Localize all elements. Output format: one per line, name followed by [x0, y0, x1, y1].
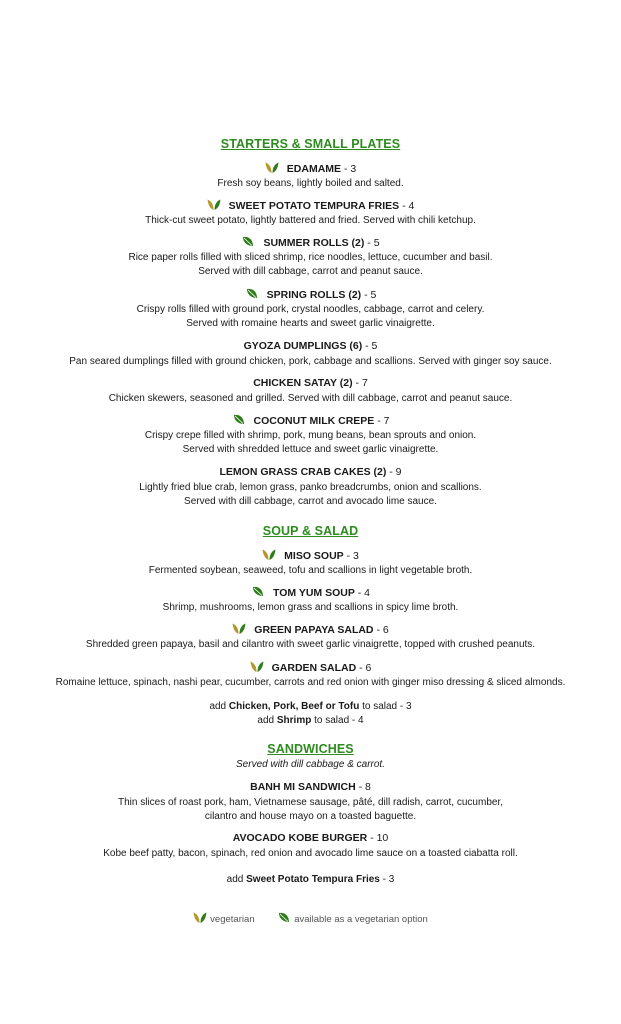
dish-description: Fresh soy beans, lightly boiled and salted. [217, 178, 404, 189]
dish-name: SUMMER ROLLS (2) [263, 237, 365, 249]
menu-item-name [0, 466, 621, 479]
dish-name: TOM YUM SOUP [272, 587, 355, 599]
dish-description: Romaine lettuce, spinach, nashi pear, cucumber, carrots and red onion with ginger miso dressing & sliced almonds. [55, 677, 566, 688]
menu-item-name [0, 340, 621, 353]
dish-price: - 4 [354, 587, 371, 599]
dish-description: Chicken skewers, seasoned and grilled. Served with dill cabbage, carrot and peanut sauce. [108, 393, 513, 404]
vegetarian-leaf-icon [265, 162, 279, 174]
vegetarian-option-leaf-icon [241, 236, 255, 248]
menu-item-name [0, 236, 621, 250]
dish-name: COCONUT MILK CREPE [253, 415, 375, 427]
dish-name: GYOZA DUMPLINGS (6) [243, 340, 363, 352]
dish-description: Served with romaine hearts and sweet garlic vinaigrette. [186, 318, 435, 329]
dish-description: Shrimp, mushrooms, lemon grass and scallions in spicy lime broth. [162, 602, 459, 613]
dish-price: - 3 [343, 550, 359, 562]
menu-item-name [0, 377, 621, 390]
dish-price: - 9 [386, 466, 402, 478]
dish-description: Shredded green papaya, basil and cilantro with sweet garlic vinaigrette, topped with crushed peanuts. [85, 639, 536, 650]
dish-description: Crispy crepe filled with shrimp, pork, mung beans, bean sprouts and onion. [144, 430, 477, 441]
vegetarian-leaf-icon [232, 623, 246, 635]
dish-name: GREEN PAPAYA SALAD [254, 624, 374, 636]
menu-item-name [0, 661, 621, 675]
dish-description: Kobe beef patty, bacon, spinach, red onion and avocado lime sauce on a toasted ciabatta roll. [103, 848, 518, 859]
vegetarian-leaf-icon [207, 199, 221, 211]
dish-price: - 3 [341, 163, 357, 175]
dish-description: Served with dill cabbage, carrot and avocado lime sauce. [184, 496, 437, 507]
vegetarian-option-leaf-icon [251, 586, 265, 598]
starters-title: STARTERS & SMALL PLATES [220, 137, 401, 151]
vegetarian-option-leaf-icon [245, 288, 259, 300]
legend [0, 912, 621, 925]
dish-name: MISO SOUP [284, 550, 344, 562]
legend-vegetarian: vegetarian [193, 912, 254, 925]
dish-price: - 4 [399, 200, 415, 212]
dish-description: Fermented soybean, seaweed, tofu and scallions in light vegetable broth. [148, 565, 473, 576]
dish-description: Served with shredded lettuce and sweet garlic vinaigrette. [182, 444, 439, 455]
menu-item-name [0, 162, 621, 176]
dish-description: cilantro and house mayo on a toasted baguette. [204, 811, 417, 822]
vegetarian-option-leaf-icon [232, 414, 246, 426]
dish-name: EDAMAME [286, 163, 342, 175]
vegetarian-leaf-icon [250, 661, 264, 673]
dish-price: - 5 [364, 237, 380, 249]
dish-name: AVOCADO KOBE BURGER [232, 832, 368, 844]
vegetarian-option-leaf-icon [277, 912, 291, 924]
dish-description: Thin slices of roast pork, ham, Vietnamese sausage, pâté, dill radish, carrot, cucumber, [118, 797, 503, 808]
menu-item-name [0, 288, 621, 302]
vegetarian-leaf-icon [262, 549, 276, 561]
dish-description: Rice paper rolls filled with sliced shrimp, rice noodles, lettuce, cucumber and basil. [128, 252, 493, 263]
dish-name: LEMON GRASS CRAB CAKES (2) [219, 466, 387, 478]
dish-description: Pan seared dumplings filled with ground chicken, pork, cabbage and scallions. Served with ginger soy sauce. [69, 356, 552, 367]
soup-salad-title: SOUP & SALAD [262, 524, 359, 538]
dish-price: - 6 [373, 624, 389, 636]
dish-price: - 5 [361, 289, 377, 301]
salad-addon-shrimp: add Shrimp to salad - 4 [257, 715, 364, 726]
menu-item-name [0, 414, 621, 428]
menu-item-name [0, 549, 621, 563]
dish-name: BANH MI SANDWICH [250, 781, 356, 793]
menu-item-name [0, 586, 621, 600]
menu-item-name [0, 781, 621, 794]
dish-description: Crispy rolls filled with ground pork, crystal noodles, cabbage, carrot and celery. [136, 304, 485, 315]
sandwiches-subtitle: Served with dill cabbage & carrot. [236, 759, 385, 770]
vegetarian-leaf-icon [193, 912, 207, 924]
legend-vegetarian-option: available as a vegetarian option [277, 912, 428, 925]
dish-price: - 7 [374, 415, 390, 427]
dish-name: CHICKEN SATAY (2) [253, 377, 353, 389]
dish-price: - 6 [356, 662, 372, 674]
dish-description: Lightly fried blue crab, lemon grass, panko breadcrumbs, onion and scallions. [139, 482, 482, 493]
menu-item-name [0, 623, 621, 637]
dish-description: Served with dill cabbage, carrot and peanut sauce. [198, 266, 423, 277]
dish-name: SPRING ROLLS (2) [266, 289, 362, 301]
salad-addon-protein: add Chicken, Pork, Beef or Tofu to salad - 3 [209, 701, 412, 712]
dish-price: - 8 [355, 781, 371, 793]
dish-price: - 7 [352, 377, 368, 389]
sandwich-addon-fries: add Sweet Potato Tempura Fries - 3 [226, 874, 395, 885]
dish-price: - 5 [362, 340, 378, 352]
menu-item-name [0, 199, 621, 213]
dish-name: SWEET POTATO TEMPURA FRIES [228, 200, 400, 212]
dish-name: GARDEN SALAD [271, 662, 357, 674]
dish-description: Thick-cut sweet potato, lightly battered and fried. Served with chili ketchup. [145, 215, 476, 226]
dish-price: - 10 [367, 832, 389, 844]
menu-item-name [0, 832, 621, 845]
sandwiches-title: SANDWICHES [267, 742, 354, 756]
